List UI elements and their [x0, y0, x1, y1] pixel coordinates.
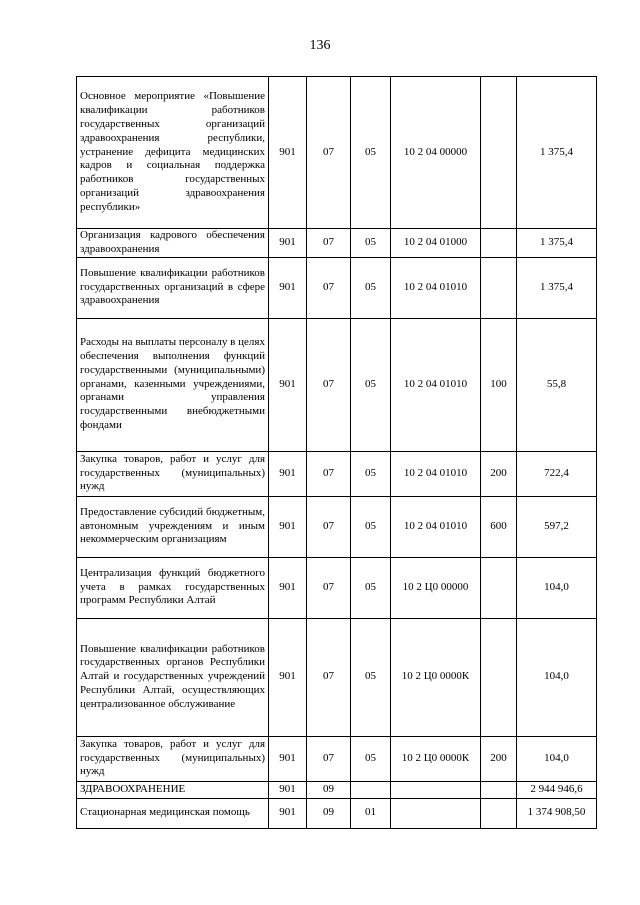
row-section: 07 [307, 77, 351, 229]
table-row [77, 618, 597, 736]
row-grbs: 901 [269, 736, 307, 781]
row-name: Централизация функций бюджетного учета в рамках государственных программ Республики Алтай [77, 557, 269, 618]
row-subsection [351, 781, 391, 798]
row-subsection: 05 [351, 618, 391, 736]
row-target-article: 10 2 Ц0 0000К [391, 618, 481, 736]
row-amount: 104,0 [517, 736, 597, 781]
row-subsection: 05 [351, 557, 391, 618]
row-section: 09 [307, 798, 351, 828]
row-target-article: 10 2 04 01000 [391, 229, 481, 258]
row-name: Закупка товаров, работ и услуг для государственных (муниципальных) нужд [77, 736, 269, 781]
row-section: 07 [307, 557, 351, 618]
row-subsection: 05 [351, 229, 391, 258]
row-grbs: 901 [269, 77, 307, 229]
table-row [77, 257, 597, 318]
row-grbs: 901 [269, 496, 307, 557]
row-name: Повышение квалификации работников государственных органов Республики Алтай и государственных учреждений Республики Алтай, осуществляющих централизованное обслуживание [77, 618, 269, 736]
row-target-article: 10 2 04 01010 [391, 257, 481, 318]
table-row [77, 318, 597, 451]
row-expense-type: 600 [481, 496, 517, 557]
row-name: ЗДРАВООХРАНЕНИЕ [77, 781, 269, 798]
row-amount: 2 944 946,6 [517, 781, 597, 798]
row-grbs: 901 [269, 557, 307, 618]
row-name: Организация кадрового обеспечения здравоохранения [77, 229, 269, 258]
row-section: 07 [307, 318, 351, 451]
table-row [77, 798, 597, 828]
row-amount: 55,8 [517, 318, 597, 451]
row-subsection: 05 [351, 496, 391, 557]
row-name: Расходы на выплаты персоналу в целях обеспечения выполнения функций государственными (муниципальными) органами, казенными учреждениями, органами управления государственными внебюджетными фондами [77, 318, 269, 451]
table-row [77, 229, 597, 258]
row-subsection: 05 [351, 257, 391, 318]
page-number: 136 [309, 38, 331, 53]
row-subsection: 05 [351, 318, 391, 451]
row-amount: 597,2 [517, 496, 597, 557]
row-target-article: 10 2 04 01010 [391, 318, 481, 451]
row-target-article: 10 2 04 00000 [391, 77, 481, 229]
row-name: Предоставление субсидий бюджетным, автономным учреждениям и иным некоммерческим организациям [77, 496, 269, 557]
row-expense-type: 200 [481, 736, 517, 781]
row-target-article: 10 2 04 01010 [391, 496, 481, 557]
row-target-article: 10 2 04 01010 [391, 451, 481, 496]
row-name: Основное мероприятие «Повышение квалификации работников государственных организаций здравоохранения республики, устранение дефицита медицинских кадров и социальная поддержка работников государственных организаций здравоохранения республики» [77, 77, 269, 229]
row-grbs: 901 [269, 618, 307, 736]
table-row [77, 736, 597, 781]
row-expense-type [481, 781, 517, 798]
row-amount: 1 374 908,50 [517, 798, 597, 828]
row-grbs: 901 [269, 318, 307, 451]
budget-table [76, 76, 597, 829]
row-grbs: 901 [269, 257, 307, 318]
row-subsection: 01 [351, 798, 391, 828]
row-section: 07 [307, 736, 351, 781]
row-section: 07 [307, 257, 351, 318]
table-row [77, 77, 597, 229]
table-row [77, 781, 597, 798]
row-target-article: 10 2 Ц0 00000 [391, 557, 481, 618]
row-section: 09 [307, 781, 351, 798]
row-amount: 1 375,4 [517, 257, 597, 318]
row-name: Закупка товаров, работ и услуг для государственных (муниципальных) нужд [77, 451, 269, 496]
row-grbs: 901 [269, 229, 307, 258]
row-amount: 1 375,4 [517, 229, 597, 258]
row-expense-type: 200 [481, 451, 517, 496]
table-row [77, 496, 597, 557]
row-target-article [391, 798, 481, 828]
row-expense-type [481, 77, 517, 229]
row-section: 07 [307, 451, 351, 496]
row-expense-type [481, 229, 517, 258]
row-expense-type: 100 [481, 318, 517, 451]
row-section: 07 [307, 618, 351, 736]
row-grbs: 901 [269, 451, 307, 496]
row-amount: 104,0 [517, 557, 597, 618]
row-expense-type [481, 257, 517, 318]
row-amount: 104,0 [517, 618, 597, 736]
row-amount: 722,4 [517, 451, 597, 496]
row-name: Стационарная медицинская помощь [77, 798, 269, 828]
row-expense-type [481, 557, 517, 618]
row-subsection: 05 [351, 77, 391, 229]
row-subsection: 05 [351, 736, 391, 781]
row-amount: 1 375,4 [517, 77, 597, 229]
row-expense-type [481, 618, 517, 736]
row-grbs: 901 [269, 781, 307, 798]
row-name: Повышение квалификации работников государственных организаций в сфере здравоохранения [77, 257, 269, 318]
row-subsection: 05 [351, 451, 391, 496]
row-target-article [391, 781, 481, 798]
row-expense-type [481, 798, 517, 828]
row-section: 07 [307, 496, 351, 557]
row-section: 07 [307, 229, 351, 258]
table-row [77, 557, 597, 618]
table-row [77, 451, 597, 496]
row-grbs: 901 [269, 798, 307, 828]
row-target-article: 10 2 Ц0 0000К [391, 736, 481, 781]
